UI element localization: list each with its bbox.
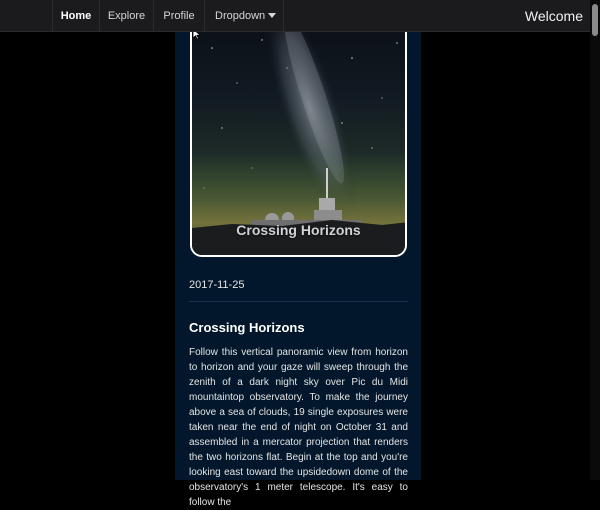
hero-image-card[interactable] [190,28,407,257]
scrollbar-thumb[interactable] [592,4,598,36]
caret-down-icon [268,13,276,18]
nav-dropdown-label: Dropdown [215,10,266,22]
top-navbar [0,0,600,32]
nav-home-link[interactable]: Home [52,0,100,32]
page-scrollbar[interactable] [590,0,600,480]
nav-profile-link[interactable]: Profile [154,0,205,32]
nav-brand[interactable]: Welcome [524,8,583,24]
divider [189,301,408,302]
hero-caption: Crossing Horizons [236,222,361,238]
post-date: 2017-11-25 [189,279,245,291]
post-panel [175,32,421,508]
post-body: Follow this vertical panoramic view from horizon to horizon and your gaze will sweep through the zenith of a dark night sky over Pic du Midi mountaintop observatory. To make the journey above a sea of clouds, 19 single exposures were taken near the end of night on October 31 and assembled in a mercator projection that renders the two horizons flat. Begin at the top and you're looking east toward the upsidedown dome of the observatory's 1 meter telescope. It's easy to follow the [189,347,408,508]
post-title: Crossing Horizons [189,320,305,335]
nav-dropdown-toggle[interactable] [205,0,284,32]
nav-explore-link[interactable]: Explore [100,0,154,32]
